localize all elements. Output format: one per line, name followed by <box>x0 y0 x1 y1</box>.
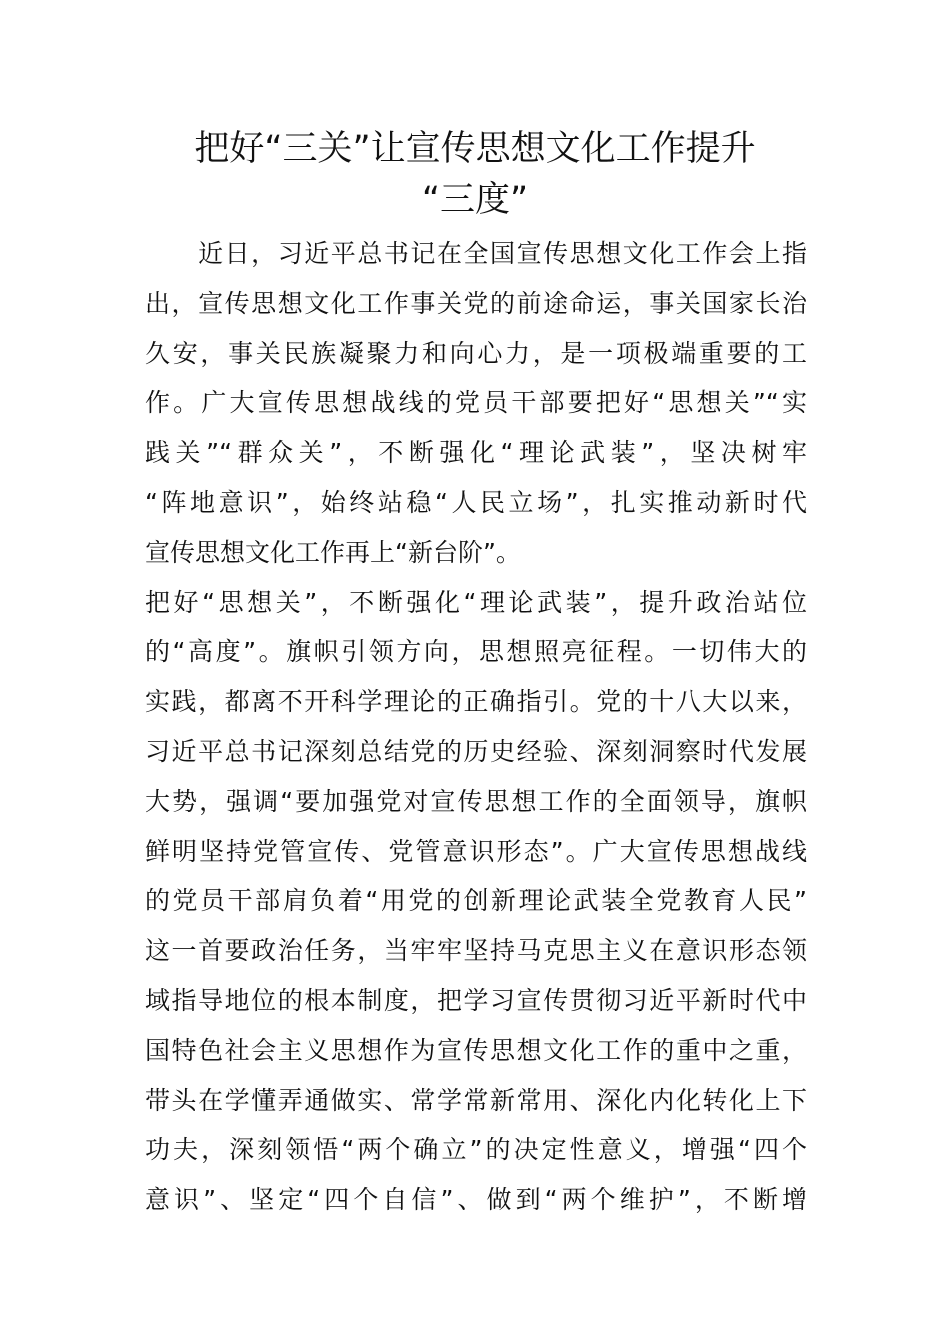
paragraph-line: 功夫，深刻领悟“两个确立”的决定性意义，增强“四个 <box>145 1135 807 1165</box>
paragraph-line: 国特色社会主义思想作为宣传思想文化工作的重中之重， <box>145 1035 807 1065</box>
paragraph-line: 久安，事关民族凝聚力和向心力，是一项极端重要的工 <box>145 338 807 368</box>
paragraph-line: 这一首要政治任务，当牢牢坚持马克思主义在意识形态领 <box>145 936 807 966</box>
paragraph-line: “阵地意识”，始终站稳“人民立场”，扎实推动新时代 <box>145 487 807 517</box>
paragraph-intro <box>145 229 807 578</box>
document-title <box>145 124 805 226</box>
paragraph-thought-gate <box>145 578 807 1225</box>
paragraph-line: 出，宣传思想文化工作事关党的前途命运，事关国家长治 <box>145 288 807 318</box>
paragraph-line: 实践，都离不开科学理论的正确指引。党的十八大以来， <box>145 687 807 717</box>
document-body <box>145 229 807 1225</box>
paragraph-line: 宣传思想文化工作再上“新台阶”。 <box>145 537 521 567</box>
paragraph-line: 习近平总书记深刻总结党的历史经验、深刻洞察时代发展 <box>145 736 807 766</box>
paragraph-line: 域指导地位的根本制度，把学习宣传贯彻习近平新时代中 <box>145 985 807 1015</box>
paragraph-line: 的党员干部肩负着“用党的创新理论武装全党教育人民” <box>145 886 807 916</box>
title-line-1: 把好“三关”让宣传思想文化工作提升 <box>194 129 756 169</box>
paragraph-line: 的“高度”。旗帜引领方向，思想照亮征程。一切伟大的 <box>145 637 807 667</box>
title-line-2: “三度” <box>421 180 529 220</box>
paragraph-line: 把好“思想关”，不断强化“理论武装”，提升政治站位 <box>145 587 807 617</box>
paragraph-line: 意识”、坚定“四个自信”、做到“两个维护”，不断增 <box>145 1185 807 1215</box>
paragraph-line: 带头在学懂弄通做实、常学常新常用、深化内化转化上下 <box>145 1085 807 1115</box>
paragraph-line: 大势，强调“要加强党对宣传思想工作的全面领导，旗帜 <box>145 786 807 816</box>
paragraph-line: 鲜明坚持党管宣传、党管意识形态”。广大宣传思想战线 <box>145 836 807 866</box>
paragraph-line: 践关”“群众关”，不断强化“理论武装”，坚决树牢 <box>145 438 807 468</box>
paragraph-line: 近日，习近平总书记在全国宣传思想文化工作会上指 <box>145 239 807 268</box>
paragraph-line: 作。广大宣传思想战线的党员干部要把好“思想关”“实 <box>145 388 807 418</box>
